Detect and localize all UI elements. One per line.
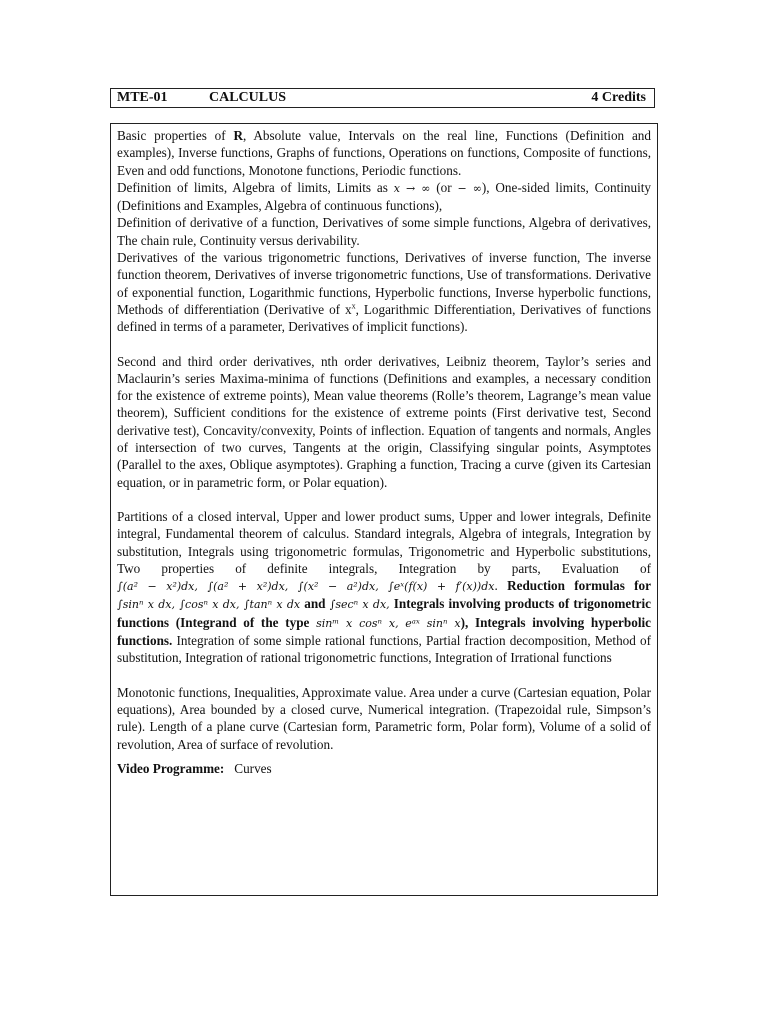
video-programme	[117, 760, 651, 777]
math-exp-sin: eᵃˣ sinⁿ x	[405, 616, 461, 630]
course-header	[110, 88, 655, 108]
course-title: CALCULUS	[209, 90, 287, 105]
paragraph-integration: Partitions of a closed interval, Upper and lower product sums, Upper and lower integrals, Definite integral, Fundamental theorem of calculus. Standard integrals, Algebra of integrals, Integration by substitution, Integrals using trigonometric formulas, Trigonometric and Hyperbolic substitutions, Two properties of definite integrals, Integration by parts, Evaluation of ∫(a² − x²)dx, ∫(a² + x²)dx, ∫(x² − a²)dx, ∫eˣ(f(x) + f′(x))dx. Reduction formulas for ∫sinⁿ x dx, ∫cosⁿ x dx, ∫tanⁿ x dx and ∫secⁿ x dx, Integrals involving products of trigonometric functions (Integrand of the type sinᵐ x cosⁿ x, eᵃˣ sinⁿ x), Integrals involving hyperbolic functions. Integration of some simple rational functions, Partial fraction decomposition, Method of substitution, Integration of rational trigonometric functions, Integration of Irrational functions	[117, 508, 652, 666]
math-integrals-1: ∫(a² − x²)dx, ∫(a² + x²)dx, ∫(x² − a²)dx,	[117, 580, 379, 594]
paragraph-applications: Monotonic functions, Inequalities, Approximate value. Area under a curve (Cartesian equation, Polar equations), Area bounded by a closed curve, Numerical integration. (Trapezoidal rule, Simpson’s rule). Length of a plane curve (Cartesian form, Parametric form, Polar form), Volume of a solid of revolution, Area of surface of revolution.	[117, 684, 651, 752]
text: Definition of limits, Algebra of limits, Limits as	[117, 179, 388, 195]
course-code: MTE-01	[117, 90, 168, 105]
text: Basic properties of	[117, 128, 234, 143]
math-minus-infinity: − ∞	[457, 181, 482, 195]
superscript-x: x	[351, 301, 356, 311]
bold-r: R	[233, 128, 243, 143]
text: Integration of some simple rational functions, Partial fraction decomposition, Method of substitution, Integration of rational trigonometric functions, Integration of Irrational functions	[117, 633, 652, 666]
syllabus-content	[110, 123, 658, 896]
math-integral-exp: ∫eˣ(f(x) + f′(x))dx	[388, 580, 495, 594]
bold-and: and	[304, 596, 326, 612]
paragraph-trig-derivatives	[117, 249, 651, 335]
math-integrals-trig: ∫sinⁿ x dx, ∫cosⁿ x dx, ∫tanⁿ x dx	[117, 598, 301, 612]
text: Derivatives of the various trigonometric functions, Derivatives of inverse function, The inverse function theorem, Derivatives of inverse trigonometric functions, Use of transformations. Derivative of exponential function, Logarithmic functions, Hyperbolic functions, Inverse hyperbolic functions, Methods of differentiation (Derivative of x	[117, 250, 651, 317]
paragraph-higher-derivatives: Second and third order derivatives, nth order derivatives, Leibniz theorem, Taylor’s series and Maclaurin’s series Maxima-minima of functions (Definitions and examples, a necessary condition for the existence of extreme points), Mean value theorems (Rolle’s theorem, Lagrange’s mean value theorem), Sufficient conditions for the existence of extreme points (First derivative test, Second derivative test), Concavity/convexity, Points of inflection. Equation of tangents and normals, Angles of intersection of two curves, Tangents at the origin, Classifying singular points, Asymptotes (Parallel to the axes, Oblique asymptotes). Graphing a function, Tracing a curve (given its Cartesian equation, or in parametric form, or Polar equation).	[117, 353, 651, 490]
course-credits: 4 Credits	[591, 90, 646, 105]
paragraph-derivative: Definition of derivative of a function, Derivatives of some simple functions, Algebra of derivatives, The chain rule, Continuity versus derivability.	[117, 215, 651, 248]
text: (or	[436, 179, 452, 195]
bold-reduction: Reduction formulas for	[507, 578, 651, 594]
text: , Logarithmic Differentiation, Derivatives of functions defined in terms of a parameter, Derivatives of implicit functions).	[117, 301, 651, 335]
text: ), One-sided limits, Continuity (Definitions and Examples, Algebra of continuous functions),	[117, 179, 652, 214]
bold-hyperbolic: ), Integrals involving hyperbolic functions.	[117, 614, 652, 649]
bold-integrals-products: Integrals involving products of trigonometric functions (Integrand of the type	[117, 596, 652, 630]
text: Partitions of a closed interval, Upper and lower product sums, Upper and lower integrals, Definite integral, Fundamental theorem of calculus. Standard integrals, Algebra of integrals, Integration by substitution, Integrals using trigonometric formulas, Trigonometric and Hyperbolic substitutions, Two properties of definite integrals, Integration by parts, Evaluation of	[117, 508, 651, 576]
math-sin-cos: sinᵐ x cosⁿ x,	[316, 616, 399, 630]
paragraph-limits	[117, 179, 651, 215]
video-value: Curves	[234, 760, 272, 776]
video-label: Video Programme:	[117, 760, 225, 776]
text: , Absolute value, Intervals on the real line, Functions (Definition and examples), Inverse functions, Graphs of functions, Operations on functions, Composite of functions, Even and odd functions, Monotone functions, Periodic functions.	[117, 128, 651, 178]
math-x-to-infinity: x → ∞	[393, 181, 431, 195]
paragraph-basic-properties	[117, 127, 651, 179]
math-integral-sec: ∫secⁿ x dx,	[329, 598, 390, 612]
